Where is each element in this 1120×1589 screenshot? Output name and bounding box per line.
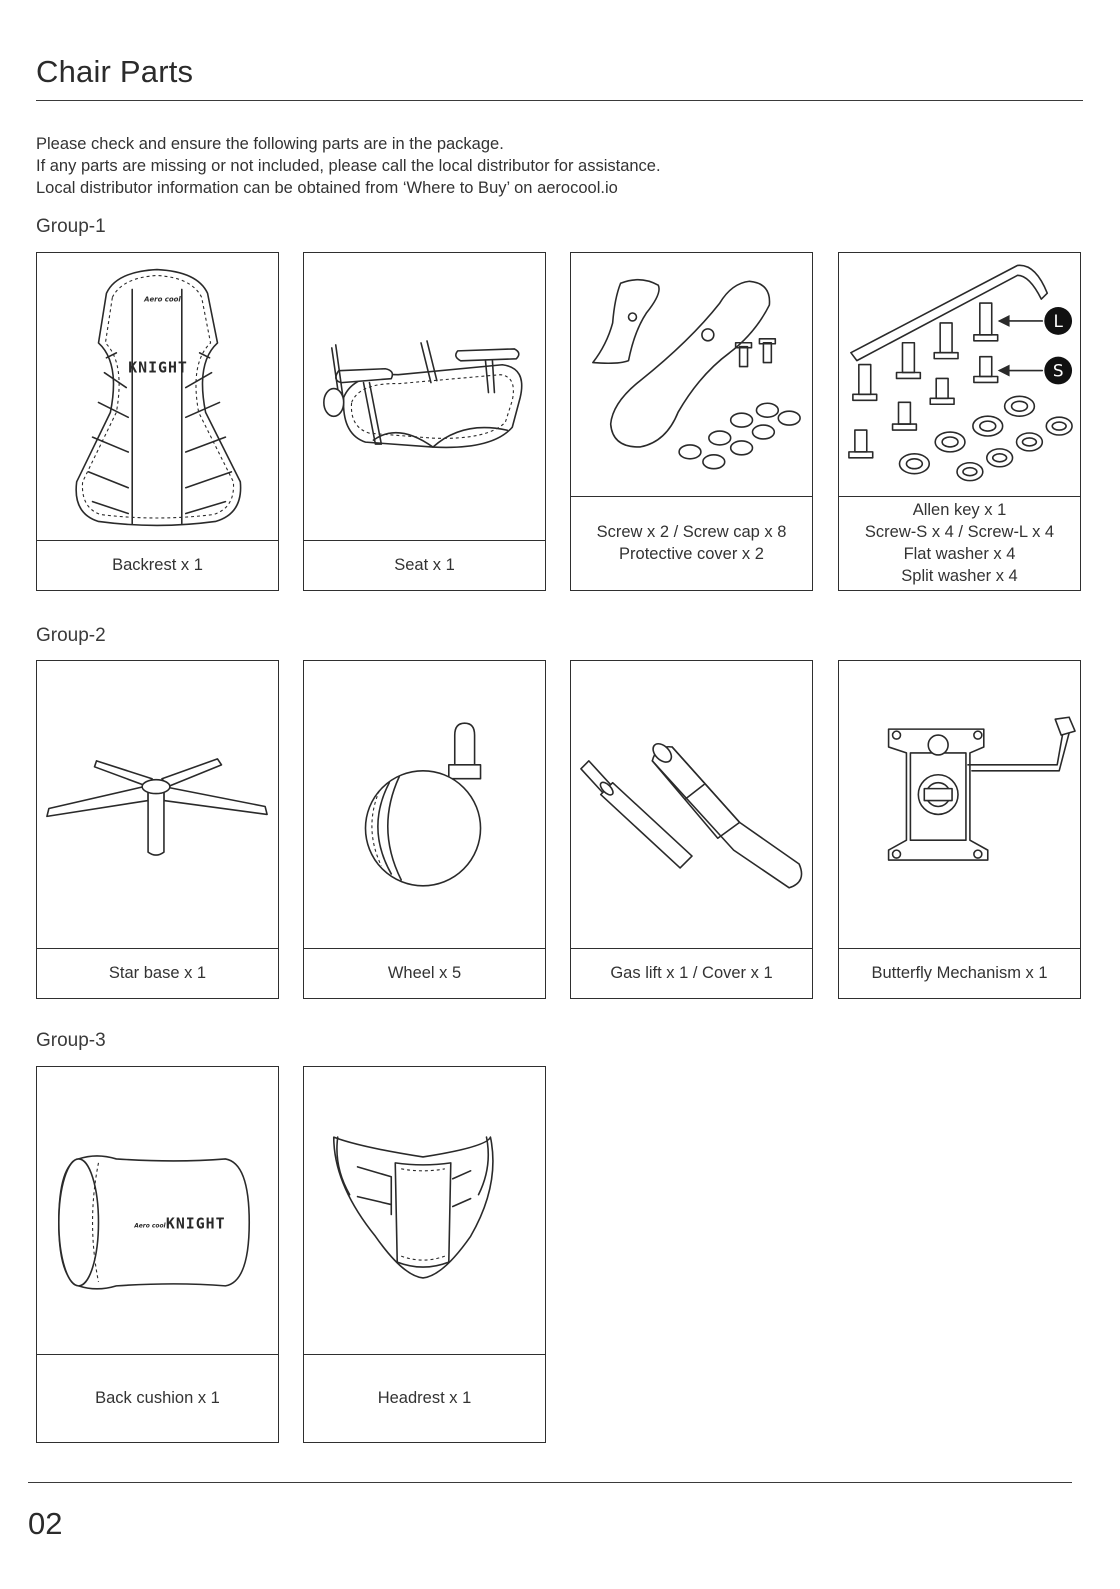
part-card-butterfly-mechanism [838,660,1081,999]
intro-text [36,133,661,199]
part-caption: Wheel x 5 [387,964,462,982]
group-1-label: Group-1 [36,216,106,237]
part-card-hardware-kit [838,252,1081,591]
star-base-illustration [37,661,278,949]
part-card-screw-cover [570,252,813,591]
part-card-backrest [36,252,279,591]
part-caption: Seat x 1 [394,556,455,574]
short-screw-marker: S [1052,360,1064,381]
backrest-illustration [37,253,278,541]
model-text: KNIGHT [128,358,188,377]
part-card-back-cushion [36,1066,279,1443]
part-caption: Star base x 1 [108,964,207,982]
part-caption: Gas lift x 1 / Cover x 1 [610,964,773,982]
part-card-seat [303,252,546,591]
page-title: Chair Parts [36,54,194,89]
part-card-headrest [303,1066,546,1443]
butterfly-mechanism-illustration [839,661,1080,949]
back-cushion-illustration [37,1067,278,1355]
part-caption: Headrest x 1 [377,1388,472,1407]
part-card-wheel [303,660,546,999]
gas-lift-illustration [571,661,812,949]
screw-and-cover-illustration [571,253,812,497]
part-caption: Allen key x 1 Screw-S x 4 / Screw-L x 4 Flat washer x 4 Split washer x 4 [864,500,1055,585]
part-caption: Backrest x 1 [112,556,203,574]
part-caption: Butterfly Mechanism x 1 [871,964,1048,982]
title-divider [36,100,1083,101]
hardware-kit-illustration [839,253,1080,497]
part-caption: Back cushion x 1 [95,1388,220,1407]
long-screw-marker: L [1053,310,1063,331]
seat-illustration [304,253,545,541]
intro-line: Local distributor information can be obtained from ‘Where to Buy’ on aerocool.io [36,179,618,197]
wheel-illustration [304,661,545,949]
brand-logo-text: Aero cool [144,295,181,304]
group-2-label: Group-2 [36,625,106,646]
intro-line: If any parts are missing or not included, please call the local distributor for assistance. [36,157,661,175]
part-caption: Screw x 2 / Screw cap x 8 Protective cover x 2 [596,522,787,563]
part-card-gas-lift [570,660,813,999]
group-3-label: Group-3 [36,1030,106,1051]
brand-logo-text: Aero cool [134,1222,166,1230]
part-card-star-base [36,660,279,999]
headrest-illustration [304,1067,545,1355]
model-text: KNIGHT [165,1214,226,1233]
page-number: 02 [28,1506,63,1541]
intro-line: Please check and ensure the following parts are in the package. [36,135,504,153]
footer-divider [28,1482,1072,1483]
